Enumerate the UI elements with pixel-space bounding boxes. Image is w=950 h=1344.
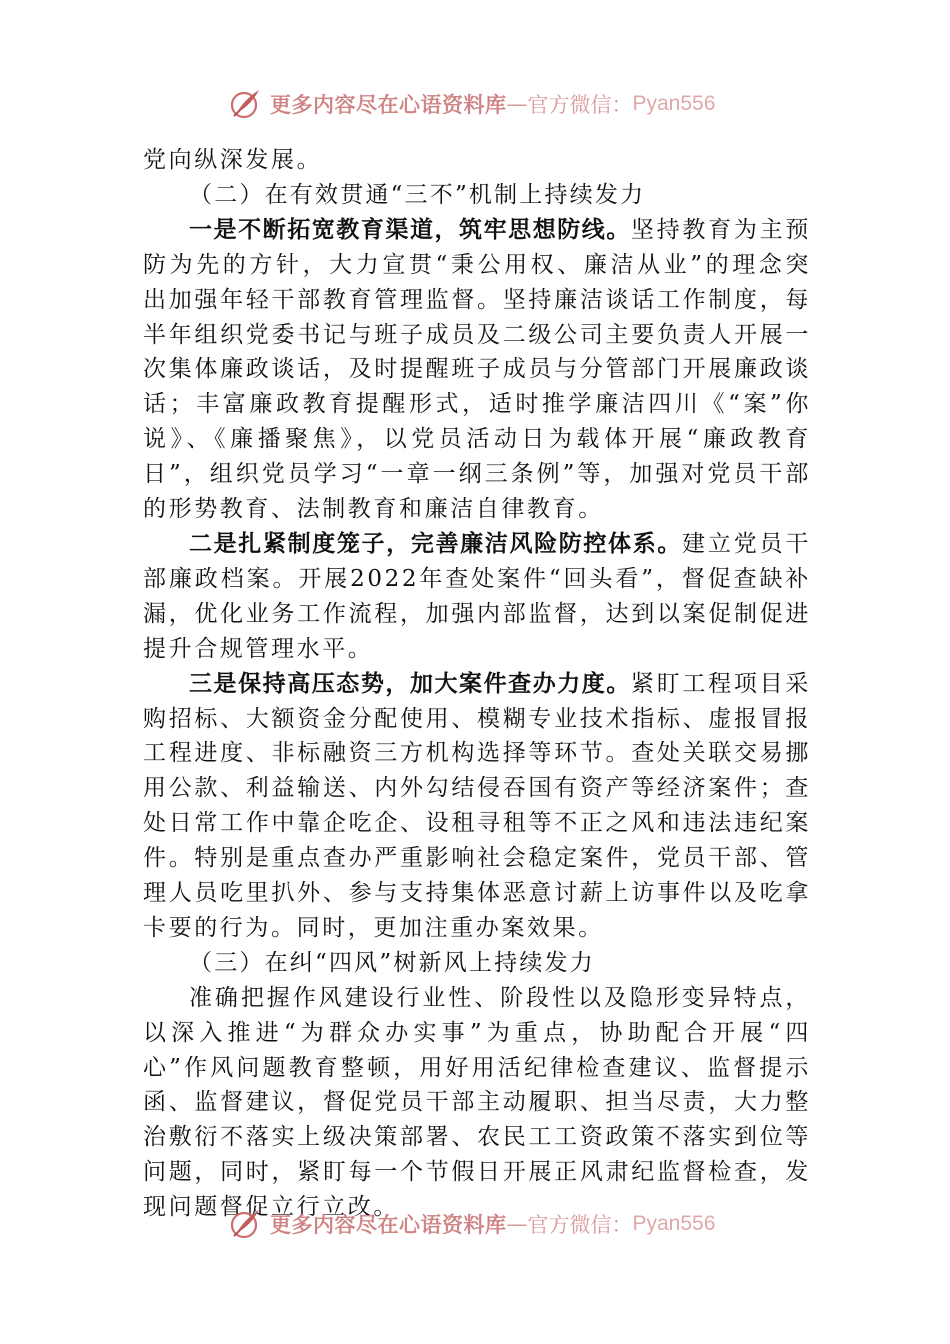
paragraph-system (143, 527, 811, 667)
watermark-dash: — (506, 92, 528, 116)
watermark-account: Pyan556 (632, 92, 716, 115)
section-heading-2: （二）在有效贯通“三不”机制上持续发力 (189, 181, 646, 208)
watermark-header (228, 84, 715, 124)
paragraph-education (143, 213, 811, 527)
paragraph-text: 建立党员干部廉政档案。开展2022年查处案件“回头看”，督促查缺补漏，优化业务工作流程，加强内部监督，达到以案促制促进提升合规管理水平。 (143, 530, 811, 662)
paragraph-text: 紧盯工程项目采购招标、大额资金分配使用、模糊专业技术指标、虚报冒报工程进度、非标融资三方机构选择等环节。查处关联交易挪用公款、利益输送、内外勾结侵吞国有资产等经济案件；查处日常工作中靠企吃企、设租寻租等不正之风和违法违纪案件。特别是重点查办严重影响社会稳定案件，党员干部、管理人员吃里扒外、参与支持集体恶意讨薪上访事件以及吃拿卡要的行为。同时，更加注重办案效果。 (143, 670, 812, 941)
paragraph-text: 坚持教育为主预防为先的方针，大力宣贯“秉公用权、廉洁从业”的理念突出加强年轻干部教育管理监督。坚持廉洁谈话工作制度，每半年组织党委书记与班子成员及二级公司主要负责人开展一次集体廉政谈话，及时提醒班子成员与分管部门开展廉政谈话；丰富廉政教育提醒形式，适时推学廉洁四川《“案”你说》、《廉播聚焦》，以党员活动日为载体开展“廉政教育日”，组织党员学习“一章一纲三条例”等，加强对党员干部的形势教育、法制教育和廉洁自律教育。 (143, 216, 812, 523)
watermark-brand: 更多内容尽在心语资料库 (270, 93, 507, 117)
paragraph-style: 准确把握作风建设行业性、阶段性以及隐形变异特点，以深入推进“为群众办实事”为重点，协助配合开展“四心”作风问题教育整顿，用好用活纪律检查建议、监督提示函、监督建议，督促党员干部主动履职、担当尽责，大力整治敷衍不落实上级决策部署、农民工工资政策不落实到位等问题，同时，紧盯每一个节假日开展正风肃纪监督检查，发现问题督促立行立改。 (143, 984, 811, 1221)
watermark-brand: 更多内容尽在心语资料库 (270, 1213, 507, 1237)
paragraph-lead: 三是保持高压态势，加大案件查办力度。 (189, 670, 631, 697)
watermark-dash: — (506, 1212, 528, 1236)
section-heading-3: （三）在纠“四风”树新风上持续发力 (189, 949, 595, 976)
quill-logo-icon (228, 87, 262, 121)
document-body (143, 143, 811, 1225)
paragraph-continuation: 党向纵深发展。 (143, 147, 323, 173)
paragraph-cases (143, 667, 811, 946)
watermark-footer (228, 1200, 715, 1238)
quill-logo-icon (228, 1207, 262, 1238)
paragraph-lead: 二是扎紧制度笼子，完善廉洁风险防控体系。 (189, 530, 682, 557)
watermark-official-label: 官方微信： (527, 1213, 633, 1237)
watermark-account: Pyan556 (632, 1212, 716, 1235)
watermark-official-label: 官方微信： (527, 93, 633, 117)
paragraph-lead: 一是不断拓宽教育渠道，筑牢思想防线。 (189, 216, 631, 243)
